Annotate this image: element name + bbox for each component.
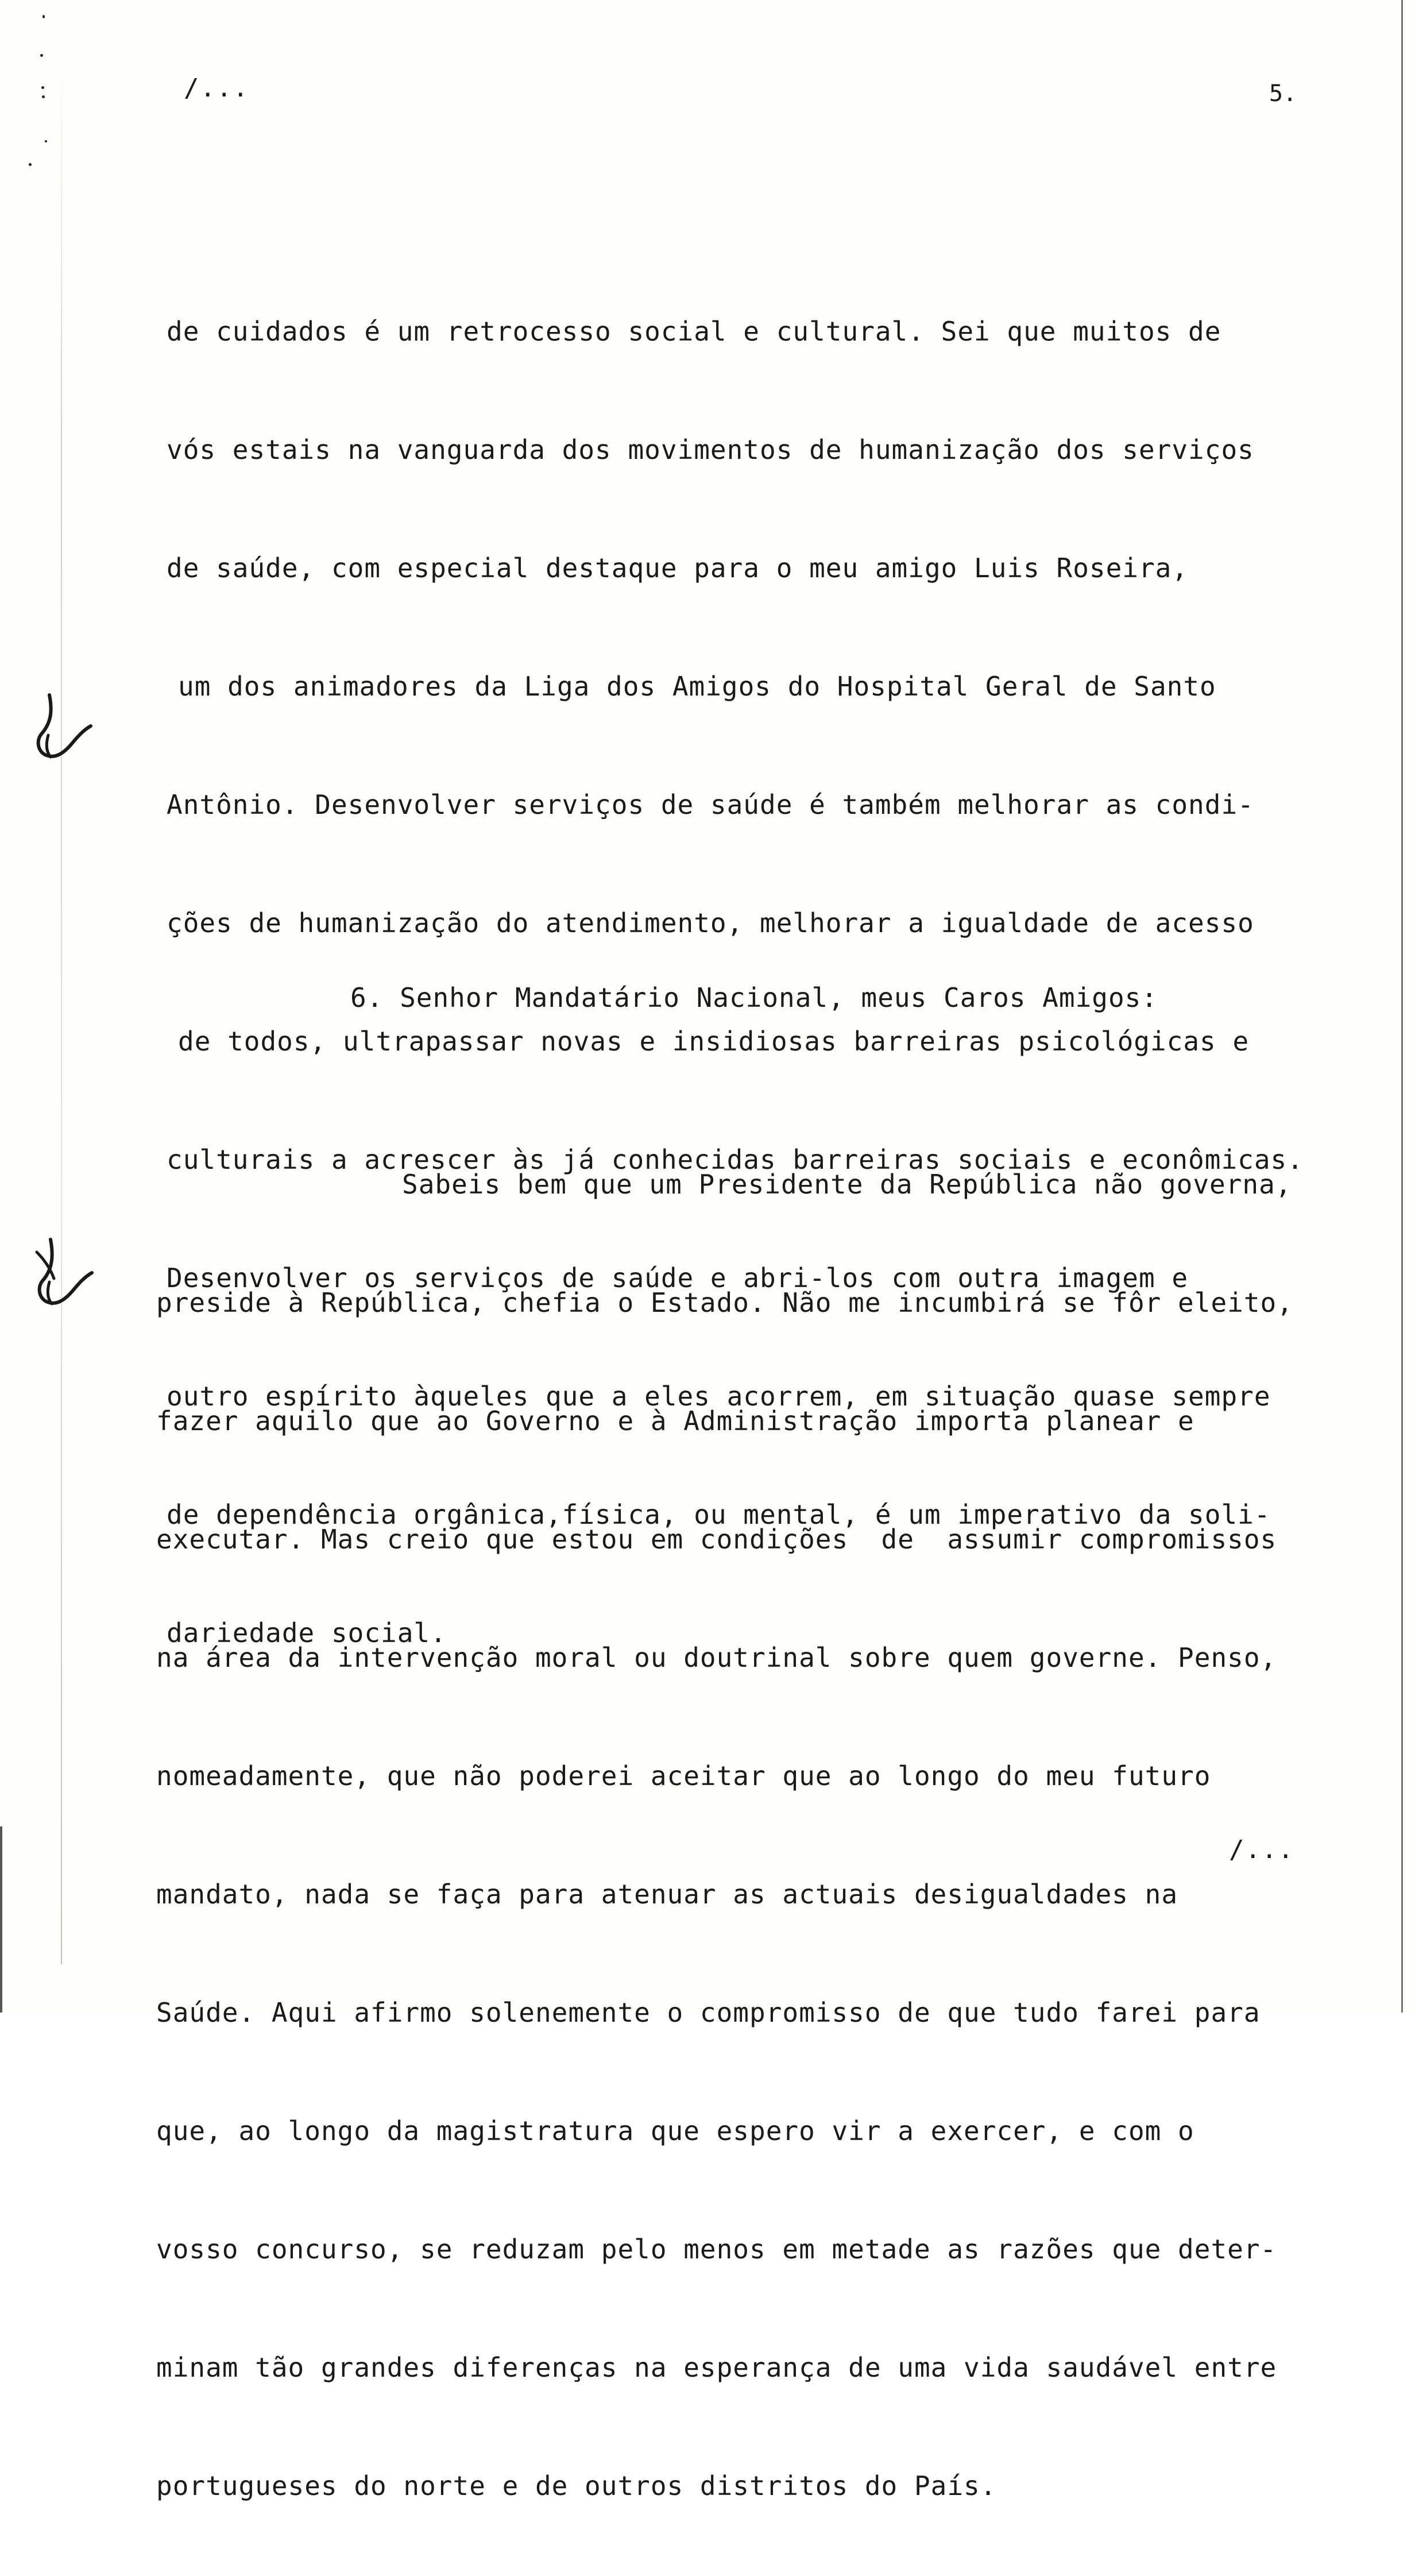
scan-edge-line (61, 69, 62, 1964)
text-line: Desenvolver os serviços de saúde e abri-los com outra imagem e (167, 1262, 1189, 1293)
text-line: fazer aquilo que ao Governo e à Administração importa planear e (156, 1405, 1194, 1436)
text-line: preside à República, chefia o Estado. Não me incumbirá se fôr eleito, (156, 1287, 1293, 1318)
text-line: culturais a acrescer às já conhecidas barreiras sociais e econômicas. (167, 1144, 1304, 1175)
text-line: outro espírito àqueles que a eles acorrem, em situação quase sempre (167, 1381, 1271, 1412)
scan-speck (29, 163, 32, 166)
text-line: um dos animadores da Liga dos Amigos do Hospital Geral de Santo (178, 671, 1216, 702)
text-line: vosso concurso, se reduzam pelo menos em metade as razões que deter- (156, 2234, 1277, 2265)
scan-speck (41, 86, 44, 89)
scan-speck (45, 140, 47, 142)
text-line: minam tão grandes diferenças na esperança de uma vida saudável entre (156, 2352, 1277, 2383)
scan-speck (42, 15, 45, 18)
text-line: Saúde. Aqui afirmo solenemente o compromisso de que tudo farei para (156, 1997, 1261, 2028)
scan-edge-line (1401, 0, 1403, 2013)
text-line: de dependência orgânica,física, ou mental, é um imperativo da soli- (167, 1499, 1271, 1530)
handwritten-check-mark-icon (33, 1235, 96, 1315)
continuation-mark-bottom: /... (1229, 1835, 1294, 1864)
text-line: na área da intervenção moral ou doutrinal sobre quem governe. Penso, (156, 1642, 1277, 1673)
scan-edge-line (0, 1826, 2, 2013)
text-line: que, ao longo da magistratura que espero vir a exercer, e com o (156, 2115, 1194, 2146)
text-line: de cuidados é um retrocesso social e cultural. Sei que muitos de (167, 316, 1221, 347)
text-line: executar. Mas creio que estou em condições de assumir compromissos (156, 1524, 1277, 1555)
text-line: vós estais na vanguarda dos movimentos de humanização dos serviços (167, 434, 1254, 465)
text-line: nomeadamente, que não poderei aceitar que ao longo do meu futuro (156, 1760, 1211, 1791)
text-line: Sabeis bem que um Presidente da República não governa, (402, 1169, 1292, 1200)
page-number: 5. (1269, 80, 1297, 107)
section-heading: 6. Senhor Mandatário Nacional, meus Caros Amigos: (350, 982, 1158, 1013)
scan-speck (40, 54, 43, 57)
continuation-mark-top: /... (184, 74, 249, 103)
handwritten-check-mark-icon (33, 689, 96, 770)
body-paragraph (156, 1094, 1293, 2576)
scan-speck (42, 95, 45, 98)
text-line: mandato, nada se faça para atenuar as actuais desigualdades na (156, 1879, 1178, 1910)
text-line: de todos, ultrapassar novas e insidiosas barreiras psicológicas e (178, 1026, 1250, 1057)
text-line: dariedade social. (167, 1617, 447, 1648)
text-line: ções de humanização do atendimento, melhorar a igualdade de acesso (167, 907, 1254, 939)
text-line: portugueses do norte e de outros distritos do País. (156, 2470, 997, 2501)
text-line: de saúde, com especial destaque para o meu amigo Luis Roseira, (167, 553, 1189, 584)
text-line: Antônio. Desenvolver serviços de saúde é também melhorar as condi- (167, 789, 1254, 820)
